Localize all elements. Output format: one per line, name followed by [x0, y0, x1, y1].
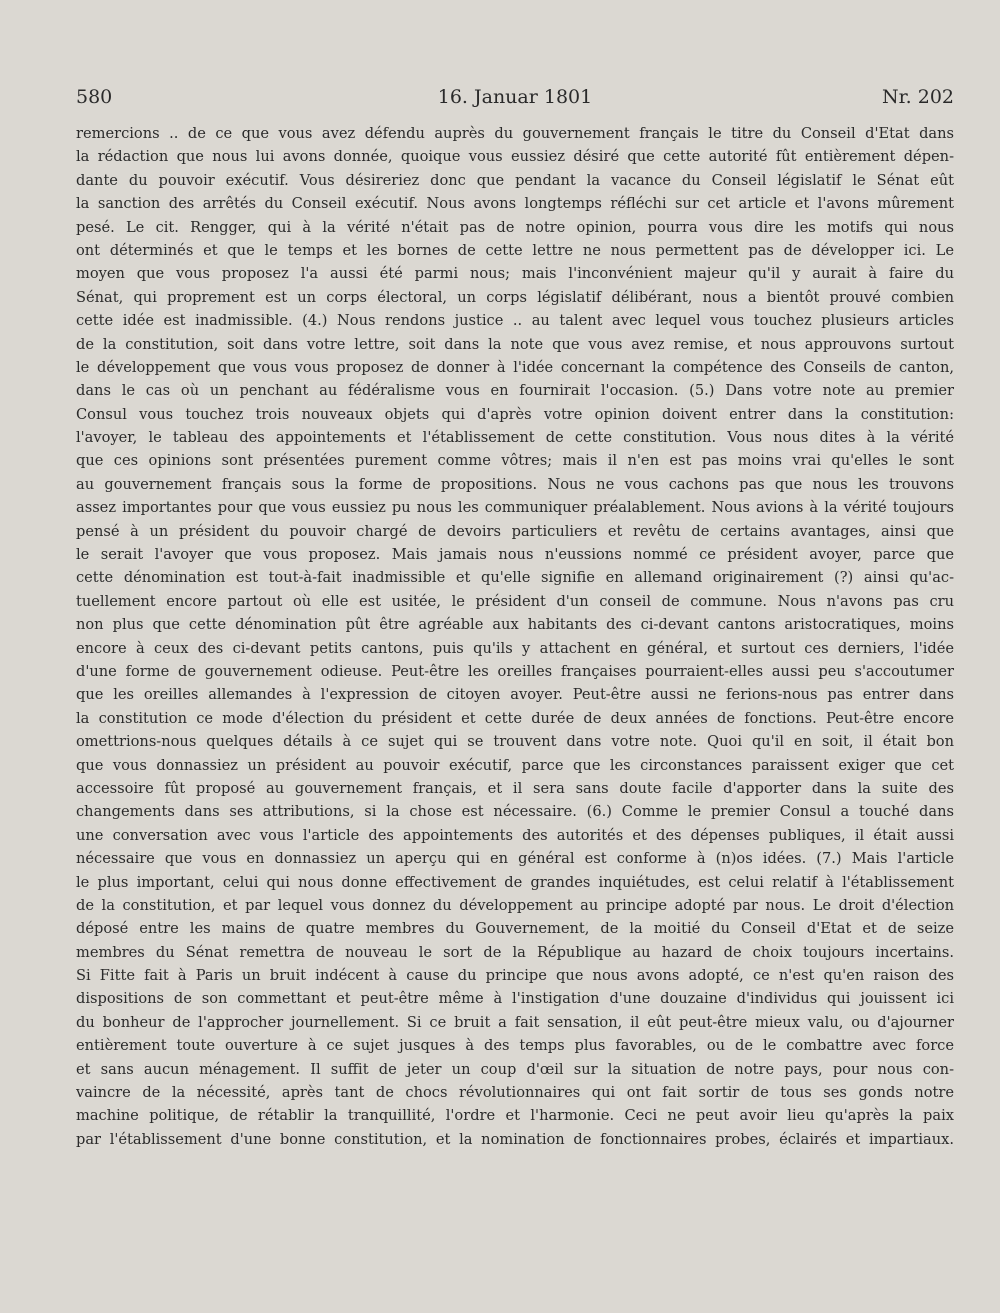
text-line: la rédaction que nous lui avons donnée, quoique vous eussiez désiré que cette autorité fût entièrement dépen- [76, 148, 954, 166]
text-line: que les oreilles allemandes à l'expression de citoyen avoyer. Peut-être aussi ne ferions-nous pas entrer dans [76, 686, 954, 704]
text-line: dans le cas où un penchant au fédéralisme vous en fournirait l'occasion. (5.) Dans votre note au premier [76, 382, 954, 400]
text-line: moyen que vous proposez l'a aussi été parmi nous; mais l'inconvénient majeur qu'il y aurait à faire du [76, 265, 954, 283]
text-line: le développement que vous vous proposez de donner à l'idée concernant la compétence des Conseils de canton, [76, 358, 954, 376]
text-line: assez importantes pour que vous eussiez pu nous les communiquer préalablement. Nous avions à la vérité toujours [76, 499, 954, 517]
text-line: non plus que cette dénomination pût être agréable aux habitants des ci-devant cantons aristocratiques, moins [76, 616, 954, 634]
text-line: Consul vous touchez trois nouveaux objets qui d'après votre opinion doivent entrer dans la constitution: [76, 405, 954, 423]
text-line: par l'établissement d'une bonne constitution, et la nomination de fonctionnaires probes, éclairés et impartiaux. [76, 1130, 954, 1148]
text-line: le serait l'avoyer que vous proposez. Mais jamais nous n'eussions nommé ce président avoyer, parce que [76, 546, 954, 564]
text-line: omettrions-nous quelques détails à ce sujet qui se trouvent dans votre note. Quoi qu'il en soit, il était bon [76, 733, 954, 751]
text-line: pensé à un président du pouvoir chargé de devoirs particuliers et revêtu de certains avantages, ainsi que [76, 522, 954, 540]
text-line: encore à ceux des ci-devant petits cantons, puis qu'ils y attachent en général, et surtout ces derniers, l'idée [76, 639, 954, 657]
text-line: du bonheur de l'approcher journellement. Si ce bruit a fait sensation, il eût peut-être mieux valu, ou d'ajourner [76, 1013, 954, 1031]
text-line: dispositions de son commettant et peut-être même à l'instigation d'une douzaine d'individus qui jouissent ici [76, 990, 954, 1008]
text-line: entièrement toute ouverture à ce sujet jusques à des temps plus favorables, ou de le combattre avec force [76, 1037, 954, 1055]
text-line: membres du Sénat remettra de nouveau le sort de la République au hazard de choix toujours incertains. [76, 943, 954, 961]
body-text [76, 122, 954, 1151]
text-line: machine politique, de rétablir la tranquillité, l'ordre et l'harmonie. Ceci ne peut avoir lieu qu'après la paix [76, 1107, 954, 1125]
text-line: que vous donnassiez un président au pouvoir exécutif, parce que les circonstances paraissent exiger que cet [76, 756, 954, 774]
text-line: l'avoyer, le tableau des appointements et l'établissement de cette constitution. Vous nous dites à la vérité [76, 429, 954, 447]
text-line: accessoire fût proposé au gouvernement français, et il sera sans doute facile d'apporter dans la suite des [76, 779, 954, 797]
text-line: au gouvernement français sous la forme de propositions. Nous ne vous cachons pas que nous les trouvons [76, 475, 954, 493]
text-line: pesé. Le cit. Rengger, qui à la vérité n'était pas de notre opinion, pourra vous dire les motifs qui nous [76, 218, 954, 236]
text-line: et sans aucun ménagement. Il suffit de jeter un coup d'œil sur la situation de notre pays, pour nous con- [76, 1060, 954, 1078]
page-number: 580 [76, 86, 113, 108]
text-line: ont déterminés et que le temps et les bornes de cette lettre ne nous permettent pas de développer ici. Le [76, 241, 954, 259]
page-header [76, 86, 954, 116]
text-line: cette idée est inadmissible. (4.) Nous rendons justice .. au talent avec lequel vous touchez plusieurs articles [76, 312, 954, 330]
document-number: Nr. 202 [882, 86, 954, 108]
text-line: la sanction des arrêtés du Conseil exécutif. Nous avons longtemps réfléchi sur cet article et l'avons mûrement [76, 195, 954, 213]
text-line: une conversation avec vous l'article des appointements des autorités et des dépenses publiques, il était aussi [76, 826, 954, 844]
text-line: nécessaire que vous en donnassiez un aperçu qui en général est conforme à (n)os idées. (7.) Mais l'article [76, 850, 954, 868]
text-line: remercions .. de ce que vous avez défendu auprès du gouvernement français le titre du Conseil d'Etat dans [76, 125, 954, 142]
text-line: cette dénomination est tout-à-fait inadmissible et qu'elle signifie en allemand originairement (?) ainsi qu'ac- [76, 569, 954, 587]
text-line: d'une forme de gouvernement odieuse. Peut-être les oreilles françaises pourraient-elles aussi peu s'accoutumer [76, 662, 954, 680]
text-line: changements dans ses attributions, si la chose est nécessaire. (6.) Comme le premier Consul a touché dans [76, 803, 954, 821]
text-line: déposé entre les mains de quatre membres du Gouvernement, de la moitié du Conseil d'Etat et de seize [76, 920, 954, 938]
header-date: 16. Januar 1801 [437, 86, 593, 108]
text-line: de la constitution, et par lequel vous donnez du développement au principe adopté par nous. Le droit d'élection [76, 896, 954, 914]
text-line: de la constitution, soit dans votre lettre, soit dans la note que vous avez remise, et nous approuvons surtout [76, 335, 954, 353]
text-line: la constitution ce mode d'élection du président et cette durée de deux années de fonctions. Peut-être encore [76, 709, 954, 727]
text-line: tuellement encore partout où elle est usitée, le président d'un conseil de commune. Nous n'avons pas cru [76, 592, 954, 610]
text-line: Sénat, qui proprement est un corps électoral, un corps législatif délibérant, nous a bientôt prouvé combien [76, 288, 954, 306]
text-line: que ces opinions sont présentées purement comme vôtres; mais il n'en est pas moins vrai qu'elles le sont [76, 452, 954, 470]
text-line: le plus important, celui qui nous donne effectivement de grandes inquiétudes, est celui relatif à l'établissement [76, 873, 954, 891]
text-line: vaincre de la nécessité, après tant de chocs révolutionnaires qui ont fait sortir de tous ses gonds notre [76, 1084, 954, 1102]
text-line: dante du pouvoir exécutif. Vous désireriez donc que pendant la vacance du Conseil législatif le Sénat eût [76, 171, 954, 189]
text-line: Si Fitte fait à Paris un bruit indécent à cause du principe que nous avons adopté, ce n'est qu'en raison des [76, 967, 954, 985]
